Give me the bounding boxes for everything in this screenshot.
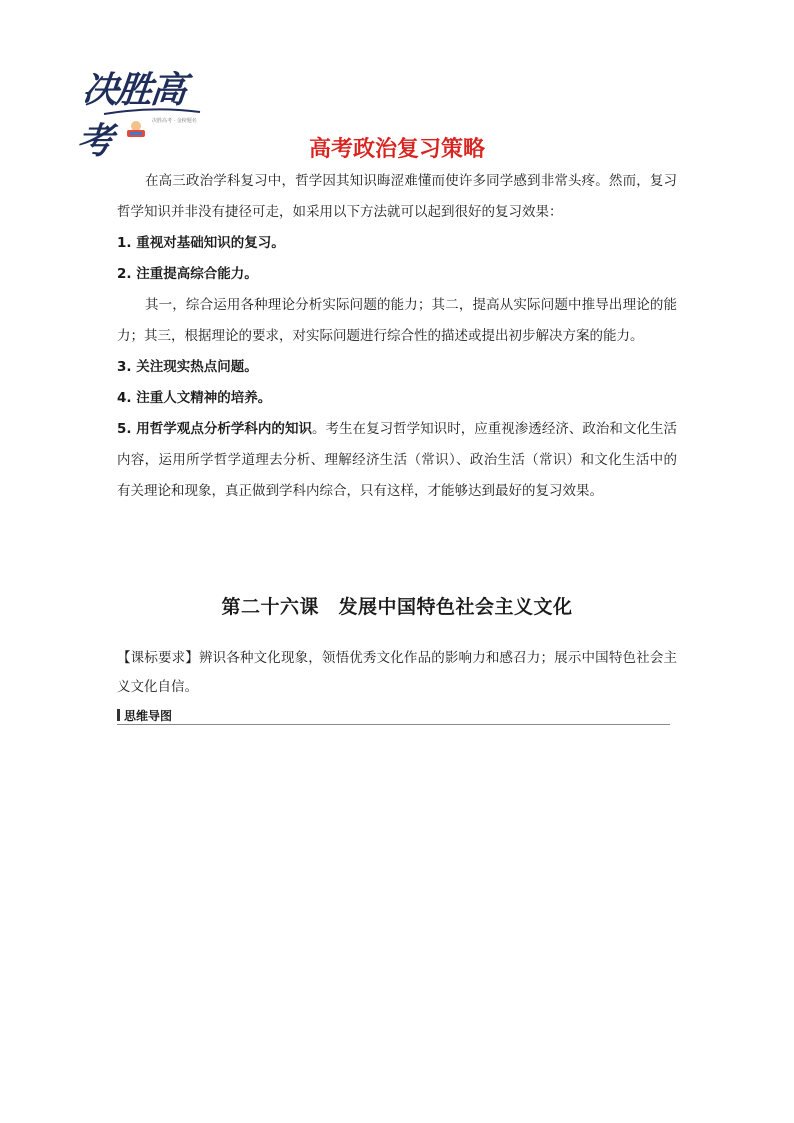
logo-tagline: 决胜高考 · 金榜题名 xyxy=(152,118,197,124)
list-item-5-text: 。考生在复习哲学知识时，应重视渗透经济、政治和文化生活内容，运用所学哲学道理去分析、理解经济生活（常识）、政治生活（常识）和文化生活中的有关理论和现象，真正做到学科内综合，只有这样，才能够达到最好的复习效果。 xyxy=(117,421,677,499)
logo-text: 决胜高考 xyxy=(74,69,187,162)
list-item-4-label: 4. 注重人文精神的培养。 xyxy=(117,390,272,406)
list-item-1 xyxy=(117,228,677,259)
mindmap-header xyxy=(117,706,670,725)
list-item-2 xyxy=(117,259,677,290)
curriculum-standard: 【课标要求】辨识各种文化现象，领悟优秀文化作品的影响力和感召力；展示中国特色社会主义文化自信。 xyxy=(117,650,677,695)
logo-swoosh-icon xyxy=(102,108,202,116)
list-item-4 xyxy=(117,383,677,414)
intro-paragraph: 在高三政治学科复习中，哲学因其知识晦涩难懂而使许多同学感到非常头疼。然而，复习哲学知识并非没有捷径可走，如采用以下方法就可以起到很好的复习效果： xyxy=(117,173,677,220)
page-title: 高考政治复习策略 xyxy=(308,137,485,162)
lesson-title: 第二十六课 发展中国特色社会主义文化 xyxy=(221,596,573,618)
mindmap-label: 思维导图 xyxy=(124,709,173,723)
intro-section xyxy=(117,166,677,507)
list-item-1-label: 1. 重视对基础知识的复习。 xyxy=(117,235,285,251)
list-item-2-label: 2. 注重提高综合能力。 xyxy=(117,266,258,282)
section-marker-icon xyxy=(117,709,120,721)
ability-paragraph: 其一，综合运用各种理论分析实际问题的能力；其二，提高从实际问题中推导出理论的能力；其三，根据理论的要求，对实际问题进行综合性的描述或提出初步解决方案的能力。 xyxy=(117,297,677,344)
list-item-5 xyxy=(117,414,677,507)
list-item-3-label: 3. 关注现实热点问题。 xyxy=(117,359,258,375)
list-item-3 xyxy=(117,352,677,383)
list-item-5-label: 5. 用哲学观点分析学科内的知识 xyxy=(117,421,312,437)
